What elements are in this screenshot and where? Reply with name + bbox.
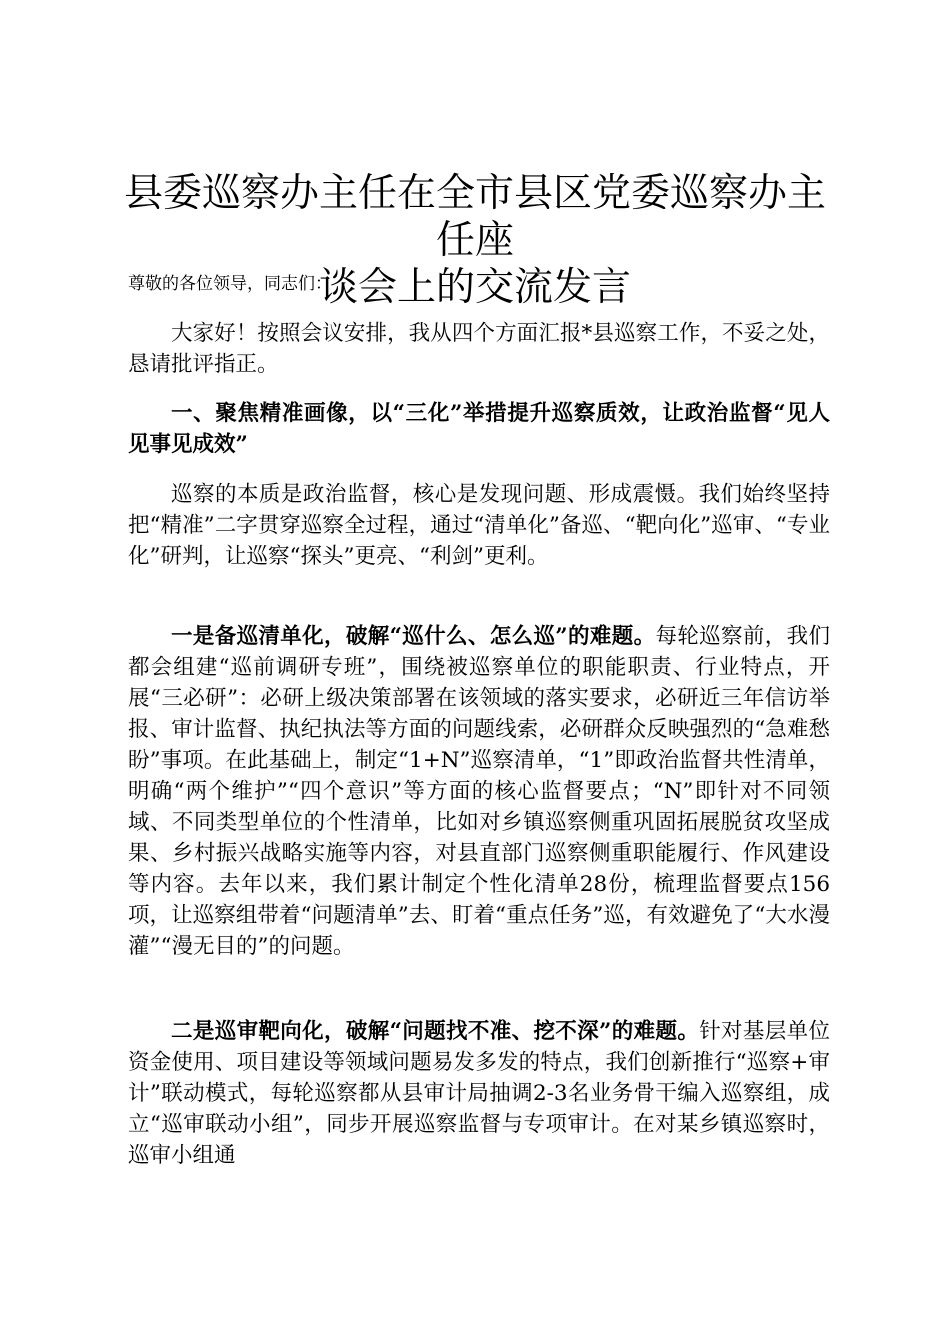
salutation: 尊敬的各位领导，同志们：: [128, 274, 332, 294]
paragraph-lead-1: 一是备巡清单化，破解“巡什么、怎么巡”的难题。: [171, 624, 656, 649]
section-heading-1: 一、聚焦精准画像，以“三化”举措提升巡察质效，让政治监督“见人见事见成效”: [128, 401, 830, 457]
title-line-1: 县委巡察办主任在全市县区党委巡察办主任座: [123, 171, 826, 263]
paragraph-lead-2: 二是巡审靶向化，破解“问题找不准、挖不深”的难题。: [171, 1019, 700, 1044]
paragraph-body-1: 每轮巡察前，我们都会组建“巡前调研专班”，围绕被巡察单位的职能职责、行业特点，开展“三必研”：必研上级决策部署在该领域的落实要求，必研近三年信访举报、审计监督、执纪执法等方面的问题线索，必研群众反映强烈的“急难愁盼”事项。在此基础上，制定“1+N”巡察清单，“1”即政治监督共性清单，明确“两个维护”“四个意识”等方面的核心监督要点；“N”即针对不同领域、不同类型单位的个性清单，比如对乡镇巡察侧重巩固拓展脱贫攻坚成果、乡村振兴战略实施等内容，对县直部门巡察侧重职能履行、作风建设等内容。去年以来，我们累计制定个性化清单28份，梳理监督要点156项，让巡察组带着“问题清单”去、盯着“重点任务”巡，有效避免了“大水漫灌”“漫无目的”的问题。: [128, 624, 830, 959]
intro-paragraph: 大家好！按照会议安排，我从四个方面汇报*县巡察工作，不妥之处，恳请批评指正。: [128, 321, 830, 377]
paragraph-essence: 巡察的本质是政治监督，核心是发现问题、形成震慑。我们始终坚持把“精准”二字贯穿巡察全过程，通过“清单化”备巡、“靶向化”巡审、“专业化”研判，让巡察“探头”更亮、“利剑”更利。: [128, 482, 830, 569]
paragraph-audit: [128, 1016, 830, 1171]
paragraph-body-2: 针对基层单位资金使用、项目建设等领域问题易发多发的特点，我们创新推行“巡察+审计”联动模式，每轮巡察都从县审计局抽调2-3名业务骨干编入巡察组，成立“巡审联动小组”，同步开展巡察监督与专项审计。在对某乡镇巡察时，巡审小组通: [128, 1019, 830, 1168]
title-line-2: 谈会上的交流发言: [318, 265, 631, 310]
paragraph-checklist: [128, 621, 830, 962]
